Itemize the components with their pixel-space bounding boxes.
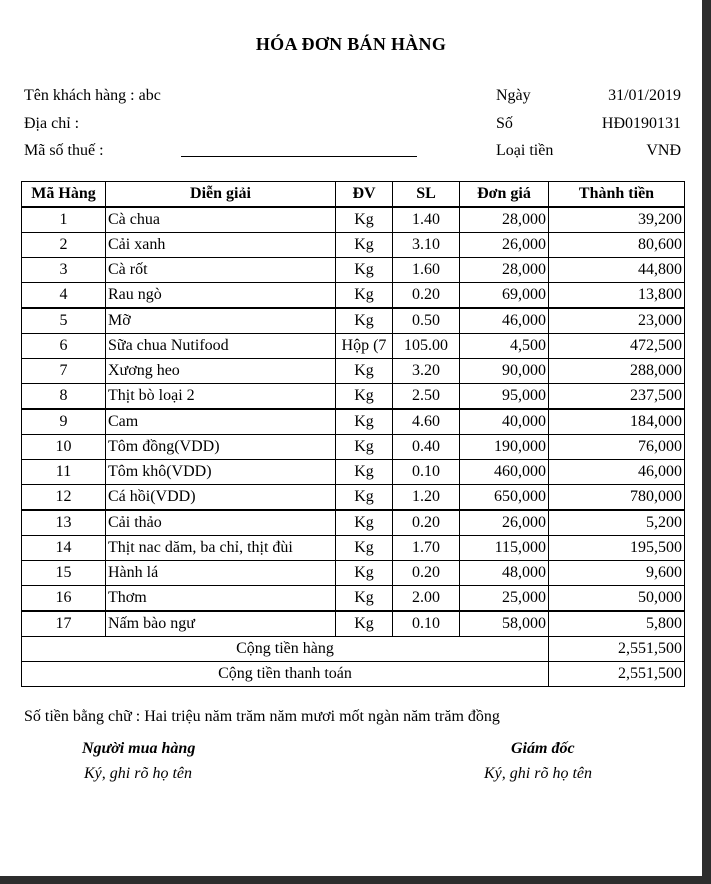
item-code: 16 [22,586,106,612]
item-quantity: 0.40 [393,435,460,460]
item-amount: 80,600 [549,233,685,258]
currency-value: VNĐ [646,142,681,159]
subtotal-label: Cộng tiền hàng [22,637,549,662]
item-quantity: 0.50 [393,308,460,334]
buyer-signature-title: Người mua hàng [82,740,196,757]
table-row [22,359,685,384]
item-price: 26,000 [460,510,549,536]
item-amount: 184,000 [549,409,685,435]
item-unit: Kg [336,283,393,309]
header-unit: ĐV [336,182,393,208]
table-row [22,485,685,511]
item-quantity: 0.10 [393,460,460,485]
item-amount: 472,500 [549,334,685,359]
date-value: 31/01/2019 [608,87,681,104]
total-label: Cộng tiền thanh toán [22,662,549,687]
table-row [22,384,685,410]
invoice-number-value: HĐ0190131 [601,115,681,132]
item-price: 58,000 [460,611,549,637]
item-code: 15 [22,561,106,586]
item-description: Cam [106,409,336,435]
item-unit: Kg [336,435,393,460]
table-row [22,233,685,258]
header-amount: Thành tiền [549,182,685,208]
item-amount: 9,600 [549,561,685,586]
item-price: 460,000 [460,460,549,485]
item-description: Hành lá [106,561,336,586]
table-row [22,258,685,283]
item-price: 26,000 [460,233,549,258]
item-description: Nấm bào ngư [106,611,336,637]
table-row [22,611,685,637]
item-description: Cải xanh [106,233,336,258]
table-header-row [22,182,685,208]
item-code: 2 [22,233,106,258]
item-quantity: 2.50 [393,384,460,410]
item-unit: Kg [336,586,393,612]
item-quantity: 0.20 [393,561,460,586]
item-amount: 195,500 [549,536,685,561]
table-row [22,510,685,536]
item-code: 12 [22,485,106,511]
item-quantity: 1.60 [393,258,460,283]
item-description: Xương heo [106,359,336,384]
item-price: 46,000 [460,308,549,334]
item-price: 115,000 [460,536,549,561]
item-description: Cà rốt [106,258,336,283]
item-code: 5 [22,308,106,334]
item-code: 11 [22,460,106,485]
item-price: 4,500 [460,334,549,359]
item-code: 14 [22,536,106,561]
item-code: 17 [22,611,106,637]
item-amount: 5,800 [549,611,685,637]
item-amount: 288,000 [549,359,685,384]
subtotal-value: 2,551,500 [549,637,685,662]
item-description: Sữa chua Nutifood [106,334,336,359]
item-description: Thịt nac dăm, ba chỉ, thịt đùi [106,536,336,561]
item-code: 1 [22,207,106,233]
table-row [22,536,685,561]
item-unit: Kg [336,485,393,511]
item-amount: 50,000 [549,586,685,612]
item-unit: Kg [336,611,393,637]
director-signature-title: Giám đốc [511,740,575,757]
item-price: 28,000 [460,258,549,283]
item-description: Cá hồi(VDD) [106,485,336,511]
item-code: 8 [22,384,106,410]
total-row [22,662,685,687]
item-price: 40,000 [460,409,549,435]
item-description: Thơm [106,586,336,612]
table-row [22,207,685,233]
item-unit: Kg [336,536,393,561]
table-row [22,334,685,359]
director-signature-note: Ký, ghi rõ họ tên [484,765,592,782]
date-label: Ngày [496,87,531,104]
item-quantity: 4.60 [393,409,460,435]
item-unit: Kg [336,308,393,334]
item-price: 650,000 [460,485,549,511]
item-quantity: 3.10 [393,233,460,258]
item-quantity: 0.20 [393,510,460,536]
customer-name: Tên khách hàng : abc [24,87,161,104]
item-unit: Kg [336,561,393,586]
header-code: Mã Hàng [22,182,106,208]
item-quantity: 0.10 [393,611,460,637]
item-unit: Kg [336,510,393,536]
item-amount: 13,800 [549,283,685,309]
table-row [22,460,685,485]
item-unit: Kg [336,460,393,485]
item-code: 4 [22,283,106,309]
item-quantity: 0.20 [393,283,460,309]
address-label: Địa chỉ : [24,115,80,132]
item-description: Tôm đồng(VDD) [106,435,336,460]
item-code: 7 [22,359,106,384]
item-price: 90,000 [460,359,549,384]
table-row [22,283,685,309]
item-code: 9 [22,409,106,435]
buyer-signature-note: Ký, ghi rõ họ tên [84,765,192,782]
window-edge-bottom [0,876,711,884]
item-price: 190,000 [460,435,549,460]
item-unit: Kg [336,359,393,384]
item-description: Rau ngò [106,283,336,309]
item-code: 13 [22,510,106,536]
item-price: 48,000 [460,561,549,586]
header-description: Diễn giải [106,182,336,208]
item-amount: 237,500 [549,384,685,410]
item-description: Thịt bò loại 2 [106,384,336,410]
total-value: 2,551,500 [549,662,685,687]
item-quantity: 3.20 [393,359,460,384]
item-amount: 44,800 [549,258,685,283]
item-unit: Kg [336,233,393,258]
item-unit: Kg [336,409,393,435]
window-edge-right [702,0,711,884]
item-amount: 5,200 [549,510,685,536]
item-amount: 39,200 [549,207,685,233]
item-price: 95,000 [460,384,549,410]
item-quantity: 1.40 [393,207,460,233]
item-price: 28,000 [460,207,549,233]
item-code: 6 [22,334,106,359]
table-row [22,308,685,334]
currency-label: Loại tiền [496,142,554,159]
table-row [22,409,685,435]
invoice-table [21,181,685,687]
table-row [22,435,685,460]
amount-in-words: Số tiền bằng chữ : Hai triệu năm trăm năm mươi mốt ngàn năm trăm đồng [24,708,500,725]
header-quantity: SL [393,182,460,208]
subtotal-row [22,637,685,662]
item-unit: Kg [336,384,393,410]
item-quantity: 2.00 [393,586,460,612]
item-price: 25,000 [460,586,549,612]
item-description: Cà chua [106,207,336,233]
item-amount: 76,000 [549,435,685,460]
invoice-number-label: Số [496,115,513,132]
item-description: Tôm khô(VDD) [106,460,336,485]
header-unit-price: Đơn giá [460,182,549,208]
item-quantity: 1.70 [393,536,460,561]
item-description: Mỡ [106,308,336,334]
item-code: 10 [22,435,106,460]
table-row [22,561,685,586]
invoice-title: HÓA ĐƠN BÁN HÀNG [255,34,447,54]
item-unit: Kg [336,207,393,233]
tax-code-line [181,156,417,157]
item-unit: Kg [336,258,393,283]
tax-code-label: Mã số thuế : [24,142,104,159]
item-amount: 780,000 [549,485,685,511]
item-quantity: 1.20 [393,485,460,511]
item-amount: 23,000 [549,308,685,334]
item-quantity: 105.00 [393,334,460,359]
table-row [22,586,685,612]
item-code: 3 [22,258,106,283]
item-amount: 46,000 [549,460,685,485]
item-price: 69,000 [460,283,549,309]
item-unit: Hộp (7 [336,334,393,359]
item-description: Cải thảo [106,510,336,536]
